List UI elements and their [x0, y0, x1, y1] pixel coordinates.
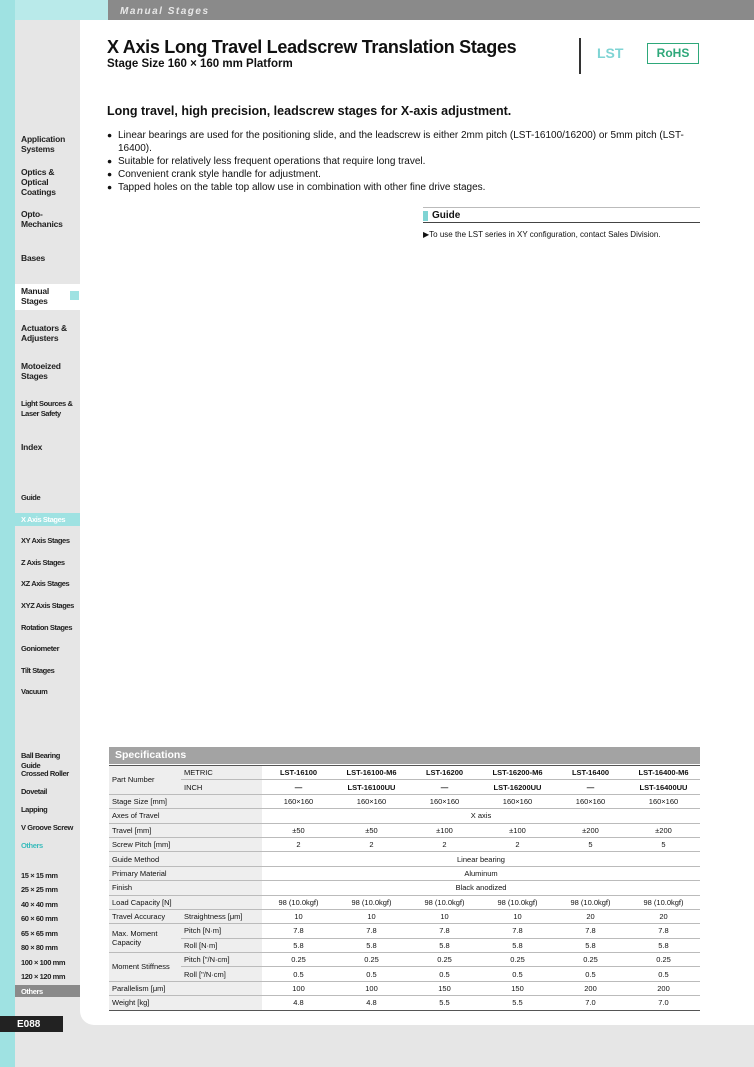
metric-part: LST-16100 [262, 766, 335, 780]
table-row [109, 895, 700, 909]
table-cell: 7.0 [554, 996, 627, 1010]
list-item: ● Suitable for relatively less frequent operations that require long travel. [107, 155, 697, 168]
table-cell: 160×160 [262, 794, 335, 808]
active-section-marker [70, 291, 79, 300]
moment-capacity-label: Max. Moment Capacity [109, 924, 181, 953]
table-cell: 0.5 [481, 967, 554, 981]
table-cell: 0.25 [481, 953, 554, 967]
stage-size-label: Stage Size [mm] [109, 794, 262, 808]
sidebar-item-application-systems[interactable]: Application Systems [21, 134, 66, 154]
table-cell: 98 (10.0kgf) [408, 895, 481, 909]
table-cell: 10 [262, 909, 335, 923]
table-cell: ±200 [627, 823, 700, 837]
subnav-item-rotation[interactable]: Rotation Stages [21, 623, 73, 632]
axes-label: Axes of Travel [109, 809, 262, 823]
table-cell: 160×160 [481, 794, 554, 808]
table-cell: 7.8 [627, 924, 700, 938]
table-cell: ±100 [481, 823, 554, 837]
table-cell: ±200 [554, 823, 627, 837]
type-item-crossed-roller[interactable]: Crossed Roller [21, 769, 69, 778]
type-item-lapping[interactable]: Lapping [21, 805, 48, 814]
table-cell: 0.25 [335, 953, 408, 967]
size-item-15[interactable]: 15 × 15 mm [21, 871, 58, 880]
table-row [109, 780, 700, 794]
table-cell: 98 (10.0kgf) [554, 895, 627, 909]
specifications-header [109, 747, 700, 764]
guide-title: Guide [432, 210, 461, 221]
table-cell: 0.5 [335, 967, 408, 981]
table-cell: 200 [554, 981, 627, 995]
feature-list [107, 129, 697, 194]
travel-label: Travel [mm] [109, 823, 262, 837]
table-row [109, 837, 700, 851]
load-capacity-label: Load Capacity [N] [109, 895, 262, 909]
moment-roll-label: Roll [N·m] [181, 938, 262, 952]
table-row [109, 809, 700, 823]
table-cell: Linear bearing [262, 852, 700, 866]
moment-pitch-label: Pitch [N·m] [181, 924, 262, 938]
table-cell: 7.8 [408, 924, 481, 938]
stiffness-pitch-label: Pitch ["/N·cm] [181, 953, 262, 967]
subnav-item-x-axis[interactable]: X Axis Stages [21, 515, 66, 524]
intro-headline: Long travel, high precision, leadscrew stages for X-axis adjustment. [107, 104, 512, 118]
top-header-bar [15, 0, 754, 20]
header-accent [15, 0, 108, 20]
subnav-item-goniometer[interactable]: Goniometer [21, 644, 60, 653]
weight-label: Weight [kg] [109, 996, 262, 1010]
table-cell: 4.8 [262, 996, 335, 1010]
table-cell: 150 [481, 981, 554, 995]
table-cell: 0.5 [262, 967, 335, 981]
type-item-others[interactable]: Others [21, 841, 43, 850]
subnav-item-guide[interactable]: Guide [21, 493, 41, 502]
table-cell: 98 (10.0kgf) [627, 895, 700, 909]
sidebar-item-optics[interactable]: Optics & Optical Coatings [21, 167, 56, 197]
inch-part: — [554, 780, 627, 794]
table-cell: 150 [408, 981, 481, 995]
table-cell: 2 [408, 837, 481, 851]
table-row [109, 938, 700, 952]
inch-part: LST-16100UU [335, 780, 408, 794]
table-cell: 2 [481, 837, 554, 851]
table-row [109, 953, 700, 967]
table-cell: 0.5 [554, 967, 627, 981]
size-item-25[interactable]: 25 × 25 mm [21, 885, 58, 894]
table-cell: 2 [335, 837, 408, 851]
table-cell: ±50 [335, 823, 408, 837]
title-divider [579, 38, 581, 74]
table-cell: 100 [335, 981, 408, 995]
table-cell: 5 [627, 837, 700, 851]
inch-part: — [408, 780, 481, 794]
table-cell: ±100 [408, 823, 481, 837]
table-row [109, 996, 700, 1010]
inch-part: — [262, 780, 335, 794]
table-cell: 5.8 [262, 938, 335, 952]
table-cell: 160×160 [408, 794, 481, 808]
page-number: E088 [17, 1019, 41, 1030]
straightness-label: Straightness [μm] [181, 909, 262, 923]
table-cell: 0.25 [554, 953, 627, 967]
table-cell: 0.5 [627, 967, 700, 981]
table-cell: 0.25 [408, 953, 481, 967]
table-row [109, 881, 700, 895]
guide-method-label: Guide Method [109, 852, 262, 866]
table-cell: 5.8 [335, 938, 408, 952]
list-item: ● Tapped holes on the table top allow use in combination with other fine drive stages. [107, 181, 697, 194]
sidebar-item-manual-stages[interactable]: Manual Stages [21, 286, 50, 306]
section-label: Manual Stages [120, 6, 210, 17]
table-cell: 5.5 [408, 996, 481, 1010]
inch-label: INCH [181, 780, 262, 794]
table-cell: 98 (10.0kgf) [335, 895, 408, 909]
table-cell: 4.8 [335, 996, 408, 1010]
sidebar-item-motorized-stages[interactable]: Motoeized Stages [21, 361, 61, 381]
finish-label: Finish [109, 881, 262, 895]
size-item-120[interactable]: 120 × 120 mm [21, 972, 66, 981]
table-cell: 5.8 [408, 938, 481, 952]
screw-pitch-label: Screw Pitch [mm] [109, 837, 262, 851]
sidebar [15, 20, 80, 1067]
size-item-100[interactable]: 100 × 100 mm [21, 958, 66, 967]
type-item-v-groove[interactable]: V Groove Screw [21, 823, 73, 832]
size-item-65[interactable]: 65 × 65 mm [21, 929, 58, 938]
table-row [109, 967, 700, 981]
table-cell: 20 [554, 909, 627, 923]
subnav-item-vacuum[interactable]: Vacuum [21, 687, 48, 696]
subnav-item-xy-axis[interactable]: XY Axis Stages [21, 536, 70, 545]
metric-part: LST-16400-M6 [627, 766, 700, 780]
table-cell: 20 [627, 909, 700, 923]
subnav-item-xyz-axis[interactable]: XYZ Axis Stages [21, 601, 74, 610]
specifications-table [109, 765, 700, 1011]
table-cell: Black anodized [262, 881, 700, 895]
table-row [109, 866, 700, 880]
table-cell: 2 [262, 837, 335, 851]
metric-part: LST-16400 [554, 766, 627, 780]
metric-part: LST-16100-M6 [335, 766, 408, 780]
stiffness-roll-label: Roll ["/N·cm] [181, 967, 262, 981]
moment-stiffness-label: Moment Stiffness [109, 953, 181, 982]
material-label: Primary Material [109, 866, 262, 880]
specifications-title: Specifications [115, 749, 187, 761]
left-color-strip [0, 0, 15, 1067]
table-row [109, 852, 700, 866]
table-cell: 160×160 [554, 794, 627, 808]
size-item-40[interactable]: 40 × 40 mm [21, 900, 58, 909]
inch-part: LST-16200UU [481, 780, 554, 794]
table-cell: 200 [627, 981, 700, 995]
metric-part: LST-16200-M6 [481, 766, 554, 780]
sidebar-item-actuators[interactable]: Actuators & Adjusters [21, 323, 67, 343]
table-cell: 100 [262, 981, 335, 995]
table-cell: 98 (10.0kgf) [262, 895, 335, 909]
size-item-60[interactable]: 60 × 60 mm [21, 914, 58, 923]
series-code: LST [597, 45, 624, 61]
parallelism-label: Parallelism [μm] [109, 981, 262, 995]
guide-marker [423, 211, 428, 221]
type-item-ball-bearing[interactable]: Ball Bearing Guide [21, 751, 60, 770]
table-cell: X axis [262, 809, 700, 823]
metric-part: LST-16200 [408, 766, 481, 780]
guide-text: ▶To use the LST series in XY configuration, contact Sales Division. [423, 230, 661, 239]
table-cell: ±50 [262, 823, 335, 837]
list-item: ● Convenient crank style handle for adjustment. [107, 168, 697, 181]
table-cell: 7.8 [481, 924, 554, 938]
table-cell: 5.8 [554, 938, 627, 952]
inch-part: LST-16400UU [627, 780, 700, 794]
travel-accuracy-label: Travel Accuracy [109, 909, 181, 923]
table-cell: 10 [481, 909, 554, 923]
type-item-dovetail[interactable]: Dovetail [21, 787, 47, 796]
table-cell: 0.25 [627, 953, 700, 967]
table-cell: 7.8 [335, 924, 408, 938]
page-subtitle: Stage Size 160 × 160 mm Platform [107, 58, 293, 70]
sidebar-item-opto-mechanics[interactable]: Opto- Mechanics [21, 209, 63, 229]
guide-header [423, 208, 700, 223]
table-row [109, 794, 700, 808]
table-cell: 7.0 [627, 996, 700, 1010]
metric-label: METRIC [181, 766, 262, 780]
sidebar-item-light-sources[interactable]: Light Sources & Laser Safety [21, 399, 73, 418]
table-cell: 160×160 [627, 794, 700, 808]
subnav-item-tilt[interactable]: Tilt Stages [21, 666, 55, 675]
table-cell: 10 [335, 909, 408, 923]
table-cell: 160×160 [335, 794, 408, 808]
table-cell: 0.5 [408, 967, 481, 981]
table-row [109, 909, 700, 923]
table-cell: 5 [554, 837, 627, 851]
table-cell: Aluminum [262, 866, 700, 880]
size-item-others[interactable]: Others [21, 987, 43, 996]
table-row [109, 823, 700, 837]
table-cell: 0.25 [262, 953, 335, 967]
sidebar-item-index[interactable]: Index [21, 442, 43, 452]
sidebar-item-bases[interactable]: Bases [21, 253, 46, 263]
list-item: ● Linear bearings are used for the positioning slide, and the leadscrew is either 2mm pitch (LST-16100/16200) or 5mm pitch (LST-16400). [107, 129, 697, 155]
table-cell: 98 (10.0kgf) [481, 895, 554, 909]
size-item-80[interactable]: 80 × 80 mm [21, 943, 58, 952]
table-cell: 7.8 [554, 924, 627, 938]
part-number-label: Part Number [109, 766, 181, 795]
table-row [109, 924, 700, 938]
subnav-item-z-axis[interactable]: Z Axis Stages [21, 558, 65, 567]
table-row [109, 981, 700, 995]
subnav-item-xz-axis[interactable]: XZ Axis Stages [21, 579, 70, 588]
page-title: X Axis Long Travel Leadscrew Translation Stages [107, 37, 517, 57]
table-cell: 5.8 [481, 938, 554, 952]
rohs-badge: RoHS [647, 43, 699, 64]
table-cell: 10 [408, 909, 481, 923]
table-cell: 5.5 [481, 996, 554, 1010]
table-cell: 7.8 [262, 924, 335, 938]
table-row [109, 766, 700, 780]
table-cell: 5.8 [627, 938, 700, 952]
